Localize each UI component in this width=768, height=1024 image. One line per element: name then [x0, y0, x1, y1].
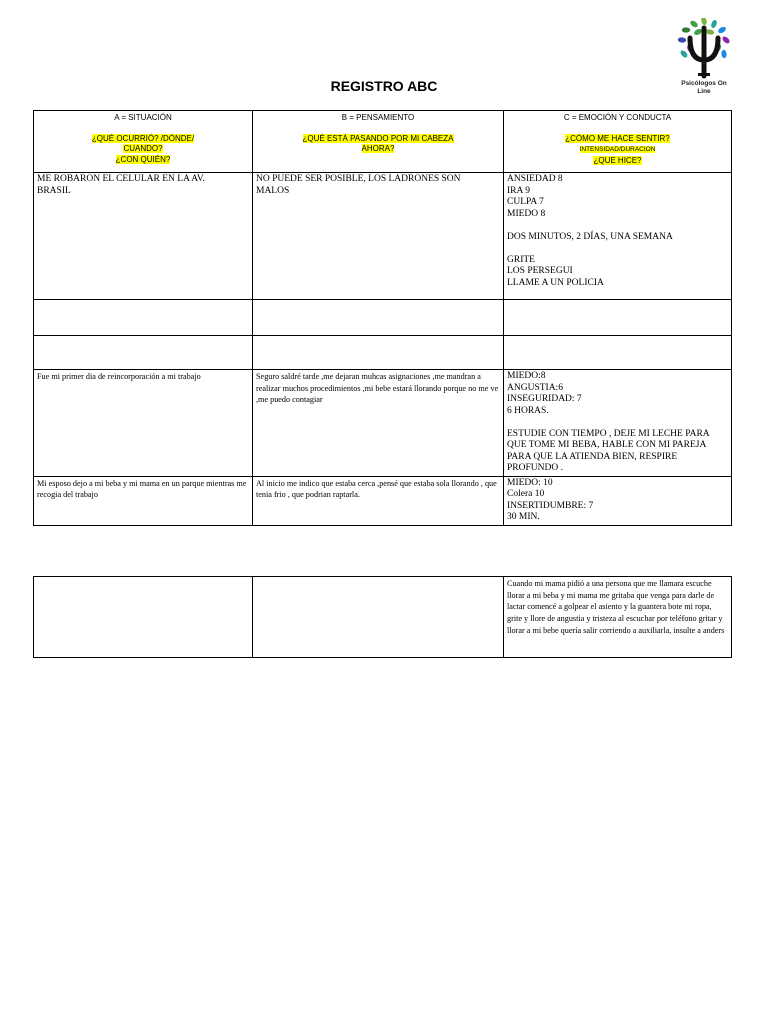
table-row	[34, 577, 732, 658]
logo-leaf	[678, 37, 687, 43]
thought-cell	[253, 577, 504, 658]
psi-tree-icon	[676, 18, 732, 80]
table-row	[34, 300, 732, 336]
abc-extra-table	[33, 576, 732, 658]
document-title: REGISTRO ABC	[330, 78, 438, 94]
emotion-subtitle: INTENSIDAD/DURACION	[579, 146, 656, 153]
logo-leaf	[679, 49, 689, 59]
logo-leaf	[682, 27, 690, 32]
header-situation	[34, 111, 253, 173]
logo-leaf	[700, 18, 707, 26]
logo-leaf	[721, 35, 731, 44]
header-emotion	[504, 111, 732, 173]
situation-cell: ME ROBARON EL CELULAR EN LA AV. BRASIL	[34, 173, 253, 300]
abc-record-table	[33, 110, 732, 526]
thought-cell	[253, 336, 504, 370]
situation-cell: Mi esposo dejo a mi beba y mi mama en un parque mientras me recogia del trabajo	[34, 476, 253, 525]
header-thought	[253, 111, 504, 173]
logo-leaf	[693, 28, 703, 36]
thought-question-2: AHORA?	[361, 144, 395, 153]
situation-title: A = SITUACIÓN	[114, 113, 172, 122]
emotion-cell: MIEDO: 10 Colera 10 INSERTIDUMBRE: 7 30 MIN.	[504, 476, 732, 525]
emotion-cell	[504, 336, 732, 370]
thought-cell: Al inicio me indico que estaba cerca ,pensé que estaba sola llorando , que tenia frio , que podrian raptarla.	[253, 476, 504, 525]
header-row	[34, 111, 732, 173]
situation-cell	[34, 300, 253, 336]
situation-cell	[34, 336, 253, 370]
logo-leaf	[717, 26, 727, 35]
thought-cell	[253, 300, 504, 336]
logo-text: Psicólogos On Line	[681, 80, 727, 95]
emotion-cell: ANSIEDAD 8 IRA 9 CULPA 7 MIEDO 8 DOS MINUTOS, 2 DÍAS, UNA SEMANA GRITE LOS PERSEGUI LLAME A UN POLICIA	[504, 173, 732, 300]
thought-question-1: ¿QUÉ ESTÁ PASANDO POR MI CABEZA	[302, 133, 454, 143]
emotion-cell: MIEDO:8 ANGUSTIA:6 INSEGURIDAD: 7 6 HORAS. ESTUDIE CON TIEMPO , DEJE MI LECHE PARA QUE TOME MI BEBA, HABLE CON MI PAREJA PARA QUE LA ATIENDA BIEN, RESPIRE PROFUNDO .	[504, 370, 732, 477]
thought-title: B = PENSAMIENTO	[341, 113, 415, 122]
emotion-question-2: ¿QUE HICE?	[593, 155, 642, 165]
emotion-cell	[504, 300, 732, 336]
table-row	[34, 173, 732, 300]
table-row	[34, 370, 732, 477]
thought-cell: NO PUEDE SER POSIBLE, LOS LADRONES SON MALOS	[253, 173, 504, 300]
logo-leaf	[705, 29, 714, 36]
situation-cell	[34, 577, 253, 658]
situation-cell: Fue mi primer dia de reincorporación a mi trabajo	[34, 370, 253, 477]
logo-leaf	[710, 19, 718, 29]
logo-leaf	[689, 19, 699, 28]
table-row	[34, 476, 732, 525]
thought-cell: Seguro saldré tarde ,me dejaran muhcas asignaciones ,me mandran a realizar muchos procedimientos ,mi bebe estará llorando porque no me ve ,me puedo contagiar	[253, 370, 504, 477]
situation-question-3: ¿CON QUIÉN?	[115, 154, 171, 164]
emotion-title: C = EMOCIÓN Y CONDUCTA	[563, 113, 672, 122]
table-row	[34, 336, 732, 370]
situation-question-1: ¿QUÉ OCURRIÓ? /DÓNDE/	[91, 133, 195, 143]
logo-leaf	[721, 50, 727, 59]
emotion-question-1: ¿CÓMO ME HACE SENTIR?	[565, 133, 670, 143]
emotion-cell: Cuando mi mama pidió a una persona que me llamara escuche llorar a mi beba y mi mama me gritaba que venga para darle de lactar comencé a golpear el asiento y la guantera bote mi ropa, grite y llore de angustia y tristeza al escuchar por teléfono gritar y llorar a mi bebe quería salir corriendo a auxiliarla, insulte a anders	[504, 577, 732, 658]
situation-question-2: CUANDO?	[123, 144, 163, 153]
